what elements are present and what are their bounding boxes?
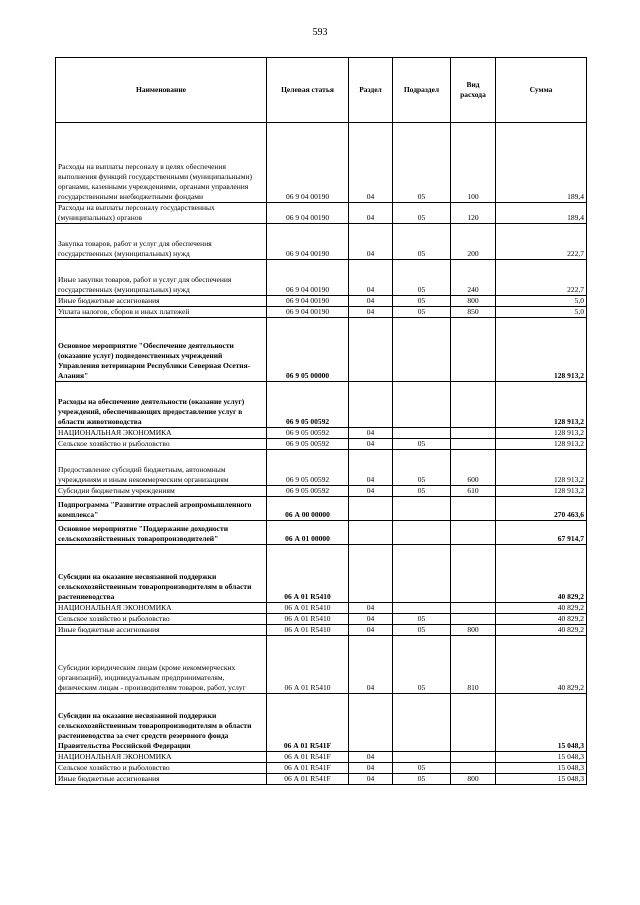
table-header-row <box>56 58 587 123</box>
row-expense-type <box>451 545 496 603</box>
row-expense-type: 120 <box>451 203 496 224</box>
row-amount: 40 829,2 <box>496 636 587 694</box>
row-section: 04 <box>349 450 393 486</box>
table-row <box>56 428 587 439</box>
table-row <box>56 123 587 203</box>
row-target-article: 06 А 00 00000 <box>267 497 349 521</box>
table-row <box>56 224 587 260</box>
row-subsection: 05 <box>393 224 451 260</box>
row-name: Иные закупки товаров, работ и услуг для обеспечения государственных (муниципальных) нужд <box>56 260 267 296</box>
row-subsection: 05 <box>393 203 451 224</box>
table-row <box>56 694 587 752</box>
row-section: 04 <box>349 260 393 296</box>
page-number: 593 <box>312 27 328 38</box>
row-name: Субсидии на оказание несвязанной поддержки сельскохозяйственным товаропроизводителям в области растениеводства за счет средств резервного фонда Правительства Российской Федерации <box>56 694 267 752</box>
row-expense-type: 100 <box>451 123 496 203</box>
row-amount: 128 913,2 <box>496 382 587 428</box>
row-section <box>349 318 393 382</box>
row-name: Расходы на выплаты персоналу в целях обеспечения выполнения функций государственными (муниципальными) органами, казенными учреждениями, органами управления государственными внебюджетными фондами <box>56 123 267 203</box>
row-section: 04 <box>349 224 393 260</box>
row-target-article: 06 А 01 R541F <box>267 763 349 774</box>
row-section: 04 <box>349 123 393 203</box>
table-row <box>56 774 587 785</box>
table-row <box>56 307 587 318</box>
row-name: Подпрограмма "Развитие отраслей агропромышленного комплекса" <box>56 497 267 521</box>
row-amount: 128 913,2 <box>496 439 587 450</box>
row-amount: 222,7 <box>496 224 587 260</box>
row-name: НАЦИОНАЛЬНАЯ ЭКОНОМИКА <box>56 603 267 614</box>
row-section <box>349 497 393 521</box>
table-row <box>56 614 587 625</box>
row-name: Уплата налогов, сборов и иных платежей <box>56 307 267 318</box>
table-row <box>56 763 587 774</box>
row-expense-type: 200 <box>451 224 496 260</box>
table-row <box>56 439 587 450</box>
row-target-article: 06 9 04 00190 <box>267 260 349 296</box>
row-amount: 40 829,2 <box>496 545 587 603</box>
row-amount: 15 048,3 <box>496 763 587 774</box>
row-amount: 67 914,7 <box>496 521 587 545</box>
row-target-article: 06 9 05 00592 <box>267 486 349 497</box>
header-target-article: Целевая статья <box>267 58 349 123</box>
row-name: Иные бюджетные ассигнования <box>56 774 267 785</box>
row-subsection: 05 <box>393 439 451 450</box>
row-subsection <box>393 382 451 428</box>
row-target-article: 06 А 01 R5410 <box>267 636 349 694</box>
row-target-article: 06 9 04 00190 <box>267 296 349 307</box>
row-section <box>349 545 393 603</box>
row-name: Расходы на выплаты персоналу государственных (муниципальных) органов <box>56 203 267 224</box>
row-expense-type: 610 <box>451 486 496 497</box>
row-amount: 189,4 <box>496 123 587 203</box>
row-expense-type <box>451 694 496 752</box>
row-subsection: 05 <box>393 123 451 203</box>
row-section: 04 <box>349 307 393 318</box>
row-section: 04 <box>349 636 393 694</box>
row-subsection: 05 <box>393 486 451 497</box>
row-section: 04 <box>349 752 393 763</box>
row-target-article: 06 9 04 00190 <box>267 123 349 203</box>
budget-table <box>55 57 587 785</box>
row-subsection <box>393 752 451 763</box>
row-target-article: 06 А 01 R5410 <box>267 603 349 614</box>
row-amount: 128 913,2 <box>496 428 587 439</box>
row-amount: 222,7 <box>496 260 587 296</box>
row-name: Иные бюджетные ассигнования <box>56 625 267 636</box>
row-subsection: 05 <box>393 450 451 486</box>
header-subsection: Подраздел <box>393 58 451 123</box>
table-row <box>56 260 587 296</box>
row-target-article: 06 9 05 00000 <box>267 318 349 382</box>
row-section <box>349 382 393 428</box>
row-name: НАЦИОНАЛЬНАЯ ЭКОНОМИКА <box>56 752 267 763</box>
row-section: 04 <box>349 774 393 785</box>
table-row <box>56 203 587 224</box>
row-amount: 40 829,2 <box>496 614 587 625</box>
row-section: 04 <box>349 763 393 774</box>
row-name: Сельское хозяйство и рыболовство <box>56 614 267 625</box>
header-section: Раздел <box>349 58 393 123</box>
row-expense-type <box>451 318 496 382</box>
row-subsection <box>393 428 451 439</box>
row-amount: 40 829,2 <box>496 603 587 614</box>
row-name: Сельское хозяйство и рыболовство <box>56 439 267 450</box>
row-target-article: 06 А 01 R541F <box>267 694 349 752</box>
row-target-article: 06 9 05 00592 <box>267 428 349 439</box>
row-name: Предоставление субсидий бюджетным, автономным учреждениям и иным некоммерческим организациям <box>56 450 267 486</box>
row-name: Расходы на обеспечение деятельности (оказание услуг) учреждений, обеспечивающих предоставление услуг в области животноводства <box>56 382 267 428</box>
row-target-article: 06 А 01 00000 <box>267 521 349 545</box>
row-section <box>349 694 393 752</box>
row-subsection <box>393 521 451 545</box>
row-subsection: 05 <box>393 763 451 774</box>
row-target-article: 06 9 05 00592 <box>267 450 349 486</box>
table-row <box>56 521 587 545</box>
row-target-article: 06 9 04 00190 <box>267 224 349 260</box>
row-expense-type <box>451 763 496 774</box>
row-amount: 15 048,3 <box>496 752 587 763</box>
row-expense-type <box>451 428 496 439</box>
row-expense-type: 800 <box>451 296 496 307</box>
row-section: 04 <box>349 296 393 307</box>
row-section: 04 <box>349 428 393 439</box>
row-expense-type <box>451 497 496 521</box>
row-expense-type: 600 <box>451 450 496 486</box>
row-subsection: 05 <box>393 636 451 694</box>
row-amount: 5,0 <box>496 307 587 318</box>
table-row <box>56 486 587 497</box>
row-amount: 40 829,2 <box>496 625 587 636</box>
row-section: 04 <box>349 614 393 625</box>
row-section: 04 <box>349 439 393 450</box>
row-target-article: 06 А 01 R541F <box>267 774 349 785</box>
row-expense-type <box>451 752 496 763</box>
row-expense-type <box>451 603 496 614</box>
row-target-article: 06 9 05 00592 <box>267 439 349 450</box>
row-name: Основное мероприятие "Поддержание доходности сельскохозяйственных товаропроизводителей" <box>56 521 267 545</box>
row-name: Субсидии бюджетным учреждениям <box>56 486 267 497</box>
row-section <box>349 521 393 545</box>
row-subsection <box>393 603 451 614</box>
row-target-article: 06 А 01 R5410 <box>267 614 349 625</box>
row-target-article: 06 А 01 R541F <box>267 752 349 763</box>
row-name: НАЦИОНАЛЬНАЯ ЭКОНОМИКА <box>56 428 267 439</box>
row-subsection <box>393 694 451 752</box>
row-subsection <box>393 318 451 382</box>
table-row <box>56 603 587 614</box>
row-amount: 189,4 <box>496 203 587 224</box>
row-subsection <box>393 497 451 521</box>
header-expense-type: Вид расхода <box>451 58 496 123</box>
row-amount: 5,0 <box>496 296 587 307</box>
row-section: 04 <box>349 486 393 497</box>
row-section: 04 <box>349 603 393 614</box>
row-expense-type: 850 <box>451 307 496 318</box>
row-expense-type: 240 <box>451 260 496 296</box>
row-target-article: 06 9 04 00190 <box>267 307 349 318</box>
table-row <box>56 382 587 428</box>
table-row <box>56 636 587 694</box>
table-row <box>56 625 587 636</box>
row-subsection: 05 <box>393 774 451 785</box>
table-row <box>56 497 587 521</box>
header-amount: Сумма <box>496 58 587 123</box>
row-amount: 128 913,2 <box>496 318 587 382</box>
row-amount: 128 913,2 <box>496 486 587 497</box>
row-expense-type <box>451 614 496 625</box>
row-target-article: 06 9 04 00190 <box>267 203 349 224</box>
row-amount: 128 913,2 <box>496 450 587 486</box>
row-target-article: 06 А 01 R5410 <box>267 625 349 636</box>
row-expense-type <box>451 521 496 545</box>
row-subsection: 05 <box>393 614 451 625</box>
row-expense-type <box>451 439 496 450</box>
row-subsection: 05 <box>393 625 451 636</box>
row-target-article: 06 А 01 R5410 <box>267 545 349 603</box>
table-row <box>56 318 587 382</box>
row-subsection: 05 <box>393 296 451 307</box>
row-name: Иные бюджетные ассигнования <box>56 296 267 307</box>
row-expense-type: 800 <box>451 774 496 785</box>
row-name: Субсидии юридическим лицам (кроме некоммерческих организаций), индивидуальным предпринимателям, физическим лицам - производителям товаров, работ, услуг <box>56 636 267 694</box>
table-row <box>56 545 587 603</box>
header-name: Наименование <box>56 58 267 123</box>
row-target-article: 06 9 05 00592 <box>267 382 349 428</box>
table-row <box>56 450 587 486</box>
table-row <box>56 296 587 307</box>
row-subsection: 05 <box>393 307 451 318</box>
row-expense-type <box>451 382 496 428</box>
row-name: Основное мероприятие "Обеспечение деятельности (оказание услуг) подведомственных учреждений Управления ветеринарии Республики Северная Осетия-Алания" <box>56 318 267 382</box>
row-name: Сельское хозяйство и рыболовство <box>56 763 267 774</box>
table-row <box>56 752 587 763</box>
row-subsection: 05 <box>393 260 451 296</box>
row-amount: 15 048,3 <box>496 774 587 785</box>
row-expense-type: 800 <box>451 625 496 636</box>
row-name: Субсидии на оказание несвязанной поддержки сельскохозяйственным товаропроизводителям в области растениеводства <box>56 545 267 603</box>
row-amount: 15 048,3 <box>496 694 587 752</box>
row-name: Закупка товаров, работ и услуг для обеспечения государственных (муниципальных) нужд <box>56 224 267 260</box>
row-expense-type: 810 <box>451 636 496 694</box>
row-amount: 270 463,6 <box>496 497 587 521</box>
row-subsection <box>393 545 451 603</box>
row-section: 04 <box>349 625 393 636</box>
row-section: 04 <box>349 203 393 224</box>
